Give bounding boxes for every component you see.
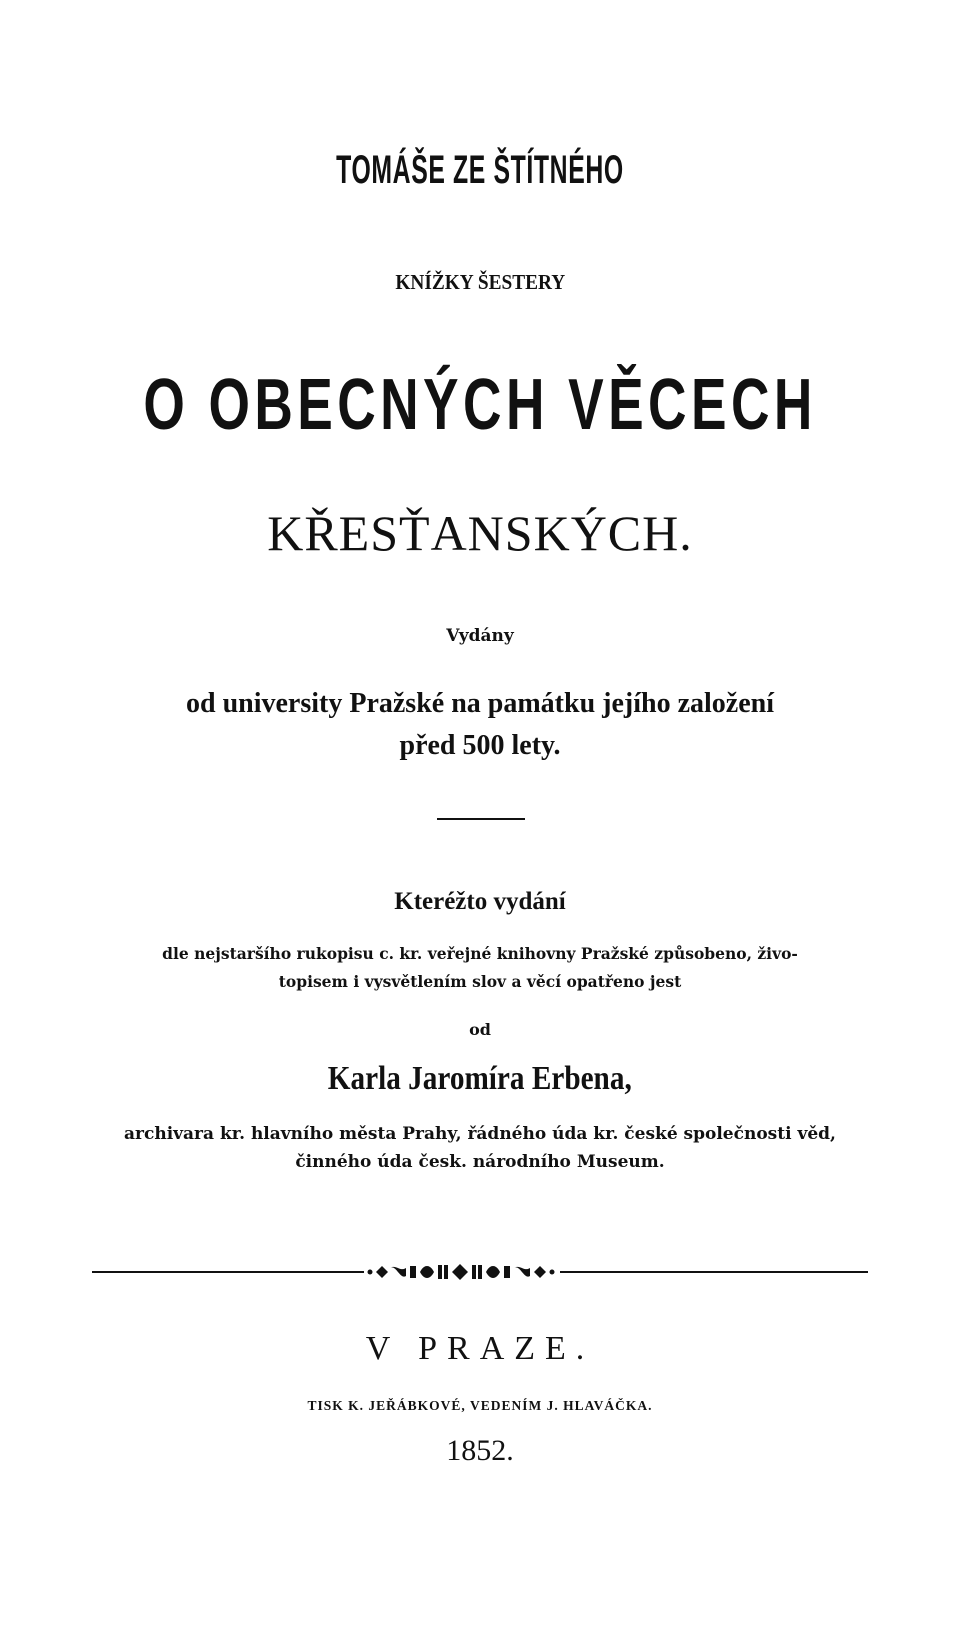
main-title-line-2: KŘESŤANSKÝCH.	[267, 505, 693, 561]
dedication-line-2: před 500 lety.	[399, 730, 561, 761]
main-title-text: O OBECNÝCH VĚCECH	[143, 365, 817, 445]
editor-role-line-1: archivara kr. hlavního města Prahy, řádného úda kr. české společnosti věd,	[124, 1124, 836, 1144]
source-line-1: dle nejstaršího rukopisu c. kr. veřejné knihovny Pražské způsobeno, živo-	[162, 944, 798, 963]
author-heading	[0, 148, 960, 193]
prepared-by: od	[469, 1020, 491, 1039]
place-of-publication: V PRAZE.	[365, 1330, 595, 1367]
subtitle	[0, 270, 960, 295]
author-text: TOMÁŠE ZE ŠTÍTNÉHO	[336, 148, 624, 192]
source-line-2: topisem i vysvětlením slov a věcí opatřeno jest	[278, 972, 682, 991]
ornamental-divider	[92, 1260, 868, 1284]
publication-year: 1852.	[446, 1434, 514, 1467]
issued-label: Vydány	[446, 626, 514, 646]
short-divider-rule	[437, 818, 525, 820]
dedication-line-1: od university Pražské na památku jejího založení	[186, 688, 774, 719]
editor-name-text: Karla Jaromíra Erbena,	[327, 1060, 633, 1097]
subtitle-text: KNÍŽKY ŠESTERY	[395, 270, 565, 294]
editor-role-line-2: činného úda česk. národního Museum.	[295, 1152, 665, 1172]
editor-name	[0, 1060, 960, 1098]
printer-imprint: TISK K. JEŘÁBKOVÉ, VEDENÍM J. HLAVÁČKA.	[307, 1398, 653, 1413]
main-title	[0, 364, 960, 446]
edition-label: Kteréžto vydání	[394, 888, 566, 915]
